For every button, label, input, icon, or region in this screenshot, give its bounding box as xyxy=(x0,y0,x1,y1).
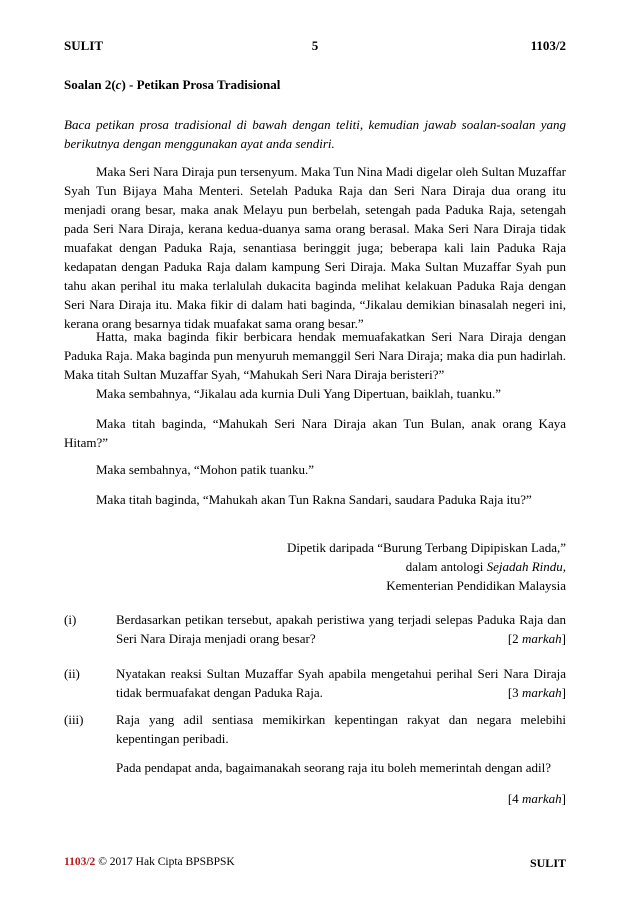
question-body: Raja yang adil sentiasa memikirkan kepentingan rakyat dan negara melebihi kepentingan peribadi. xyxy=(116,712,566,746)
header-classification: SULIT xyxy=(64,38,104,53)
footer-copyright xyxy=(64,856,235,868)
source-line-3: Kementerian Pendidikan Malaysia xyxy=(386,578,566,593)
section-title: Soalan 2(c) - Petikan Prosa Tradisional xyxy=(64,77,281,92)
paper-code: 1103/2 xyxy=(530,38,566,53)
passage-paragraph-2: Hatta, maka baginda fikir berbicara hendak memuafakatkan Seri Nara Diraja dengan Paduka Raja. Maka baginda pun menyuruh memanggil Seri Nara Diraja; maka dia pun hadirlah. Maka titah Sultan Muzaffar Syah, “Mahukah Seri Nara Diraja beristeri?” xyxy=(64,329,566,382)
question-text xyxy=(116,610,566,648)
source-citation xyxy=(260,538,566,595)
page-number: 5 xyxy=(311,38,319,53)
marks-label: [2 markah] xyxy=(507,631,566,646)
passage-paragraph-6: Maka titah baginda, “Mahukah akan Tun Rakna Sandari, saudara Paduka Raja itu?” xyxy=(96,492,532,507)
question-1 xyxy=(64,610,566,648)
question-body: Nyatakan reaksi Sultan Muzaffar Syah apabila mengetahui perihal Seri Nara Diraja tidak bermuafakat dengan Paduka Raja. xyxy=(116,666,566,700)
passage-paragraph-4: Maka titah baginda, “Mahukah Seri Nara Diraja akan Tun Bulan, anak orang Kaya Hitam?” xyxy=(64,416,566,450)
page-header xyxy=(64,38,566,54)
question-3 xyxy=(64,710,566,808)
footer-classification: SULIT xyxy=(529,856,566,870)
passage-paragraph-5: Maka sembahnya, “Mohon patik tuanku.” xyxy=(96,462,315,477)
passage-paragraph-1: Maka Seri Nara Diraja pun tersenyum. Maka Tun Nina Madi digelar oleh Sultan Muzaffar Syah Tun Bijaya Maha Menteri. Setelah Paduka Raja dan Seri Nara Diraja dua orang itu menjadi orang besar, maka anak Melayu pun berbelah, setengah pada Paduka Raja, setengah pada Seri Nara Diraja, kerana kedua-duanya sama orang berasal. Maka Seri Nara Diraja tidak muafakat dengan Paduka Raja, senantiasa beringgit juga; beberapa kali lain Paduka Raja kedapatan dengan Paduka Raja dalam kampung Seri Diraja. Maka Sultan Muzaffar Syah pun tahu akan perihal itu maka terlalulah dukacita baginda melihat kelakuan Paduka Raja dengan Seri Nara Diraja itu. Maka fikir di dalam hati baginda, “Jikalau demikian binasalah negeri ini, kerana orang besarnya tidak muafakat sama orang besar.” xyxy=(64,164,566,331)
footer-copyright-text: © 2017 Hak Cipta BPSBPSK xyxy=(98,856,235,868)
source-line-2 xyxy=(260,557,566,576)
marks-label: [3 markah] xyxy=(507,685,566,700)
question-text xyxy=(116,710,566,808)
page-footer xyxy=(64,856,566,872)
question-number: (ii) xyxy=(64,666,80,681)
question-number: (iii) xyxy=(64,712,84,727)
marks-label: [4 markah] xyxy=(507,791,566,806)
source-anthology-title: Sejadah Rindu, xyxy=(486,559,566,574)
question-prompt: Pada pendapat anda, bagaimanakah seorang raja itu boleh memerintah dengan adil? xyxy=(116,760,551,775)
footer-paper-code: 1103/2 xyxy=(64,856,96,868)
question-body: Berdasarkan petikan tersebut, apakah peristiwa yang terjadi selepas Paduka Raja dan Seri Nara Diraja menjadi orang besar? xyxy=(116,612,566,646)
source-line-1: Dipetik daripada “Burung Terbang Dipipiskan Lada,” xyxy=(287,540,566,555)
question-number: (i) xyxy=(64,612,77,627)
question-2 xyxy=(64,664,566,702)
source-anthology-prefix: dalam antologi xyxy=(405,559,484,574)
passage-paragraph-3: Maka sembahnya, “Jikalau ada kurnia Duli Yang Dipertuan, baiklah, tuanku.” xyxy=(96,386,502,401)
instruction-text: Baca petikan prosa tradisional di bawah dengan teliti, kemudian jawab soalan-soalan yang berikutnya dengan menggunakan ayat anda sendiri. xyxy=(64,117,566,151)
question-text xyxy=(116,664,566,702)
